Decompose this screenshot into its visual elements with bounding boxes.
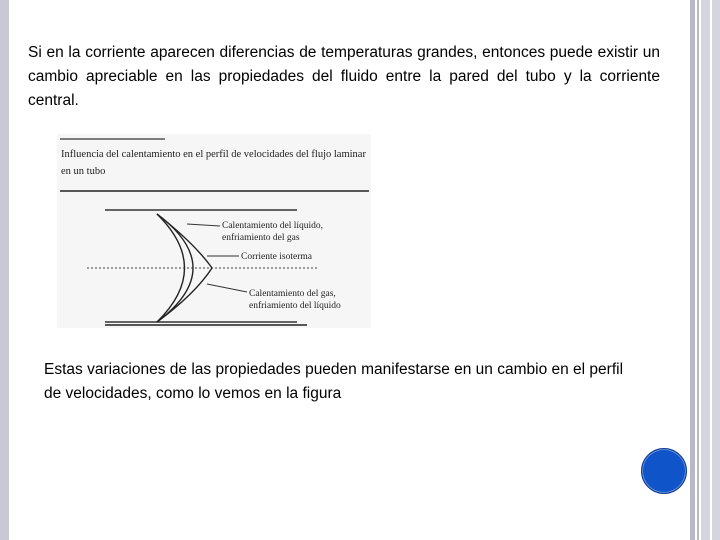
figure-title-line1: Influencia del calentamiento en el perfil de velocidades del flujo laminar bbox=[61, 149, 366, 160]
right-decor-stripe bbox=[690, 0, 695, 540]
leader-line bbox=[207, 284, 247, 292]
label-gas-heating-2: enfriamiento del líquido bbox=[249, 301, 341, 311]
label-isothermal: Corriente isoterma bbox=[241, 252, 312, 262]
velocity-profile-diagram bbox=[57, 134, 371, 328]
explanation-paragraph: Estas variaciones de las propiedades pueden manifestarse en un cambio en el perfil de velocidades, como lo vemos en la figura bbox=[44, 361, 624, 402]
leader-line bbox=[187, 224, 220, 226]
left-border-bar bbox=[0, 0, 9, 540]
label-liquid-heating-2: enfriamiento del gas bbox=[222, 233, 300, 243]
blue-circle-decoration bbox=[641, 448, 687, 494]
velocity-profile-figure bbox=[57, 134, 371, 328]
right-decor-stripe bbox=[697, 0, 699, 540]
label-liquid-heating-1: Calentamiento del líquido, bbox=[222, 221, 324, 231]
label-gas-heating-1: Calentamiento del gas, bbox=[249, 289, 336, 299]
right-decor-stripe bbox=[710, 0, 712, 540]
figure-title-line2: en un tubo bbox=[61, 166, 106, 177]
intro-paragraph: Si en la corriente aparecen diferencias de temperaturas grandes, entonces puede existir un cambio apreciable en las propiedades del fluido entre la pared del tubo y la corriente central. bbox=[28, 44, 660, 109]
